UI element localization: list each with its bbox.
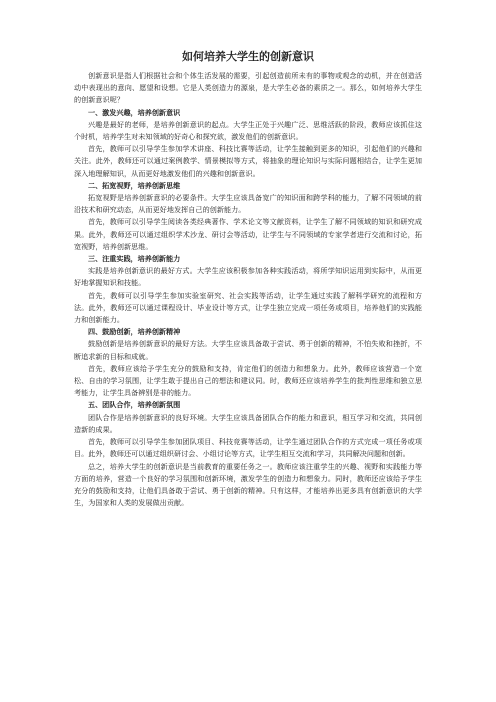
body-paragraph: 团队合作是培养创新意识的良好环境。大学生应该具备团队合作的能力和意识，相互学习和交流，共同创造新的成果。	[74, 412, 422, 434]
body-paragraph: 鼓励创新是培养创新意识的最好方法。大学生应该具备敢于尝试、勇于创新的精神，不怕失败和挫折，不断追求新的目标和成就。	[74, 339, 422, 361]
body-paragraph: 首先，教师可以引导学生参加实验室研究、社会实践等活动，让学生通过实践了解科学研究的流程和方法。此外，教师还可以通过课程设计、毕业设计等方式，让学生独立完成一项任务或项目，培养他们的实践能力和创新能力。	[74, 290, 422, 325]
section-3	[74, 253, 422, 326]
body-paragraph: 首先，教师应该给予学生充分的鼓励和支持，肯定他们的创造力和想象力。此外，教师应该营造一个宽松、自由的学习氛围，让学生敢于提出自己的想法和建议同。时，教师还应该培养学生的批判性思维和独立思考能力，让学生具备辨别是非的能力。	[74, 363, 422, 398]
body-paragraph: 拓宽视野是培养创新意识的必要条件。大学生应该具备宽广的知识面和跨学科的能力，了解不同领域的前沿技术和研究动态，从而更好地发挥自己的创新能力。	[74, 193, 422, 215]
body-paragraph: 首先，教师可以引导学生参加团队项目、科技竞赛等活动，让学生通过团队合作的方式完成一项任务或项目。此外，教师还可以通过组织研讨会、小组讨论等方式，让学生相互交流和学习，共同解决问题和创新。	[74, 437, 422, 459]
body-paragraph: 兴趣是最好的老师，是培养创新意识的起点。大学生正处于兴趣广泛、思维活跃的阶段，教师应该抓住这个时机，培养学生对未知领域的好奇心和探究欲，激发他们的创新意识。	[74, 119, 422, 142]
body-paragraph: 实践是培养创新意识的最好方式。大学生应该积极参加各种实践活动，将所学知识运用到实际中，从而更好地掌握知识和技能。	[74, 266, 422, 288]
section-4	[74, 326, 422, 399]
page-title: 如何培养大学生的创新意识	[182, 50, 314, 63]
section-heading: 二、拓宽视野，培养创新思维	[88, 180, 181, 190]
section-5	[74, 399, 422, 509]
section-heading: 五、团队合作，培养创新氛围	[88, 400, 181, 410]
intro-paragraph: 创新意识是指人们根据社会和个体生活发展的需要，引起创造前所未有的事物或观念的动机，并在创造活动中表现出的意向、愿望和设想。它是人类创造力的源泉，是大学生必备的素质之一。那么，如何培养大学生的创新意识呢？	[74, 71, 422, 105]
section-heading: 一、激发兴趣，培养创新意识	[88, 107, 181, 117]
body-paragraph: 首先，教师可以引导学生参加学术讲座、科技比赛等活动，让学生接触到更多的知识，引起他们的兴趣和关注。此外，教师还可以通过案例教学、情景模拟等方式，将抽象的理论知识与实际问题相结合，让学生更加深入地理解知识，从而更好地激发他们的兴趣和创新意识。	[74, 144, 422, 178]
conclusion-paragraph: 总之，培养大学生的创新意识是当前教育的重要任务之一。教师应该注重学生的兴趣、视野和实践能力等方面的培养，营造一个良好的学习氛围和创新环境，激发学生的创造力和想象力。同时，教师还应该给予学生充分的鼓励和支持，让他们具备敢于尝试、勇于创新的精神。只有这样，才能培养出更多具有创新意识的大学生，为国家和人类的发展做出贡献。	[74, 461, 422, 508]
section-1	[74, 107, 422, 180]
section-heading: 四、鼓励创新，培养创新精神	[88, 327, 181, 337]
section-2	[74, 180, 422, 253]
body-paragraph: 首先，教师可以引导学生阅读各类经典著作、学术论文等文献资料，让学生了解不同领域的知识和研究成果。此外，教师还可以通过组织学术沙龙、研讨会等活动，让学生与不同领域的专家学者进行交流和讨论，拓宽视野，培养创新思维。	[74, 217, 422, 251]
section-heading: 三、注重实践，培养创新能力	[88, 254, 181, 264]
